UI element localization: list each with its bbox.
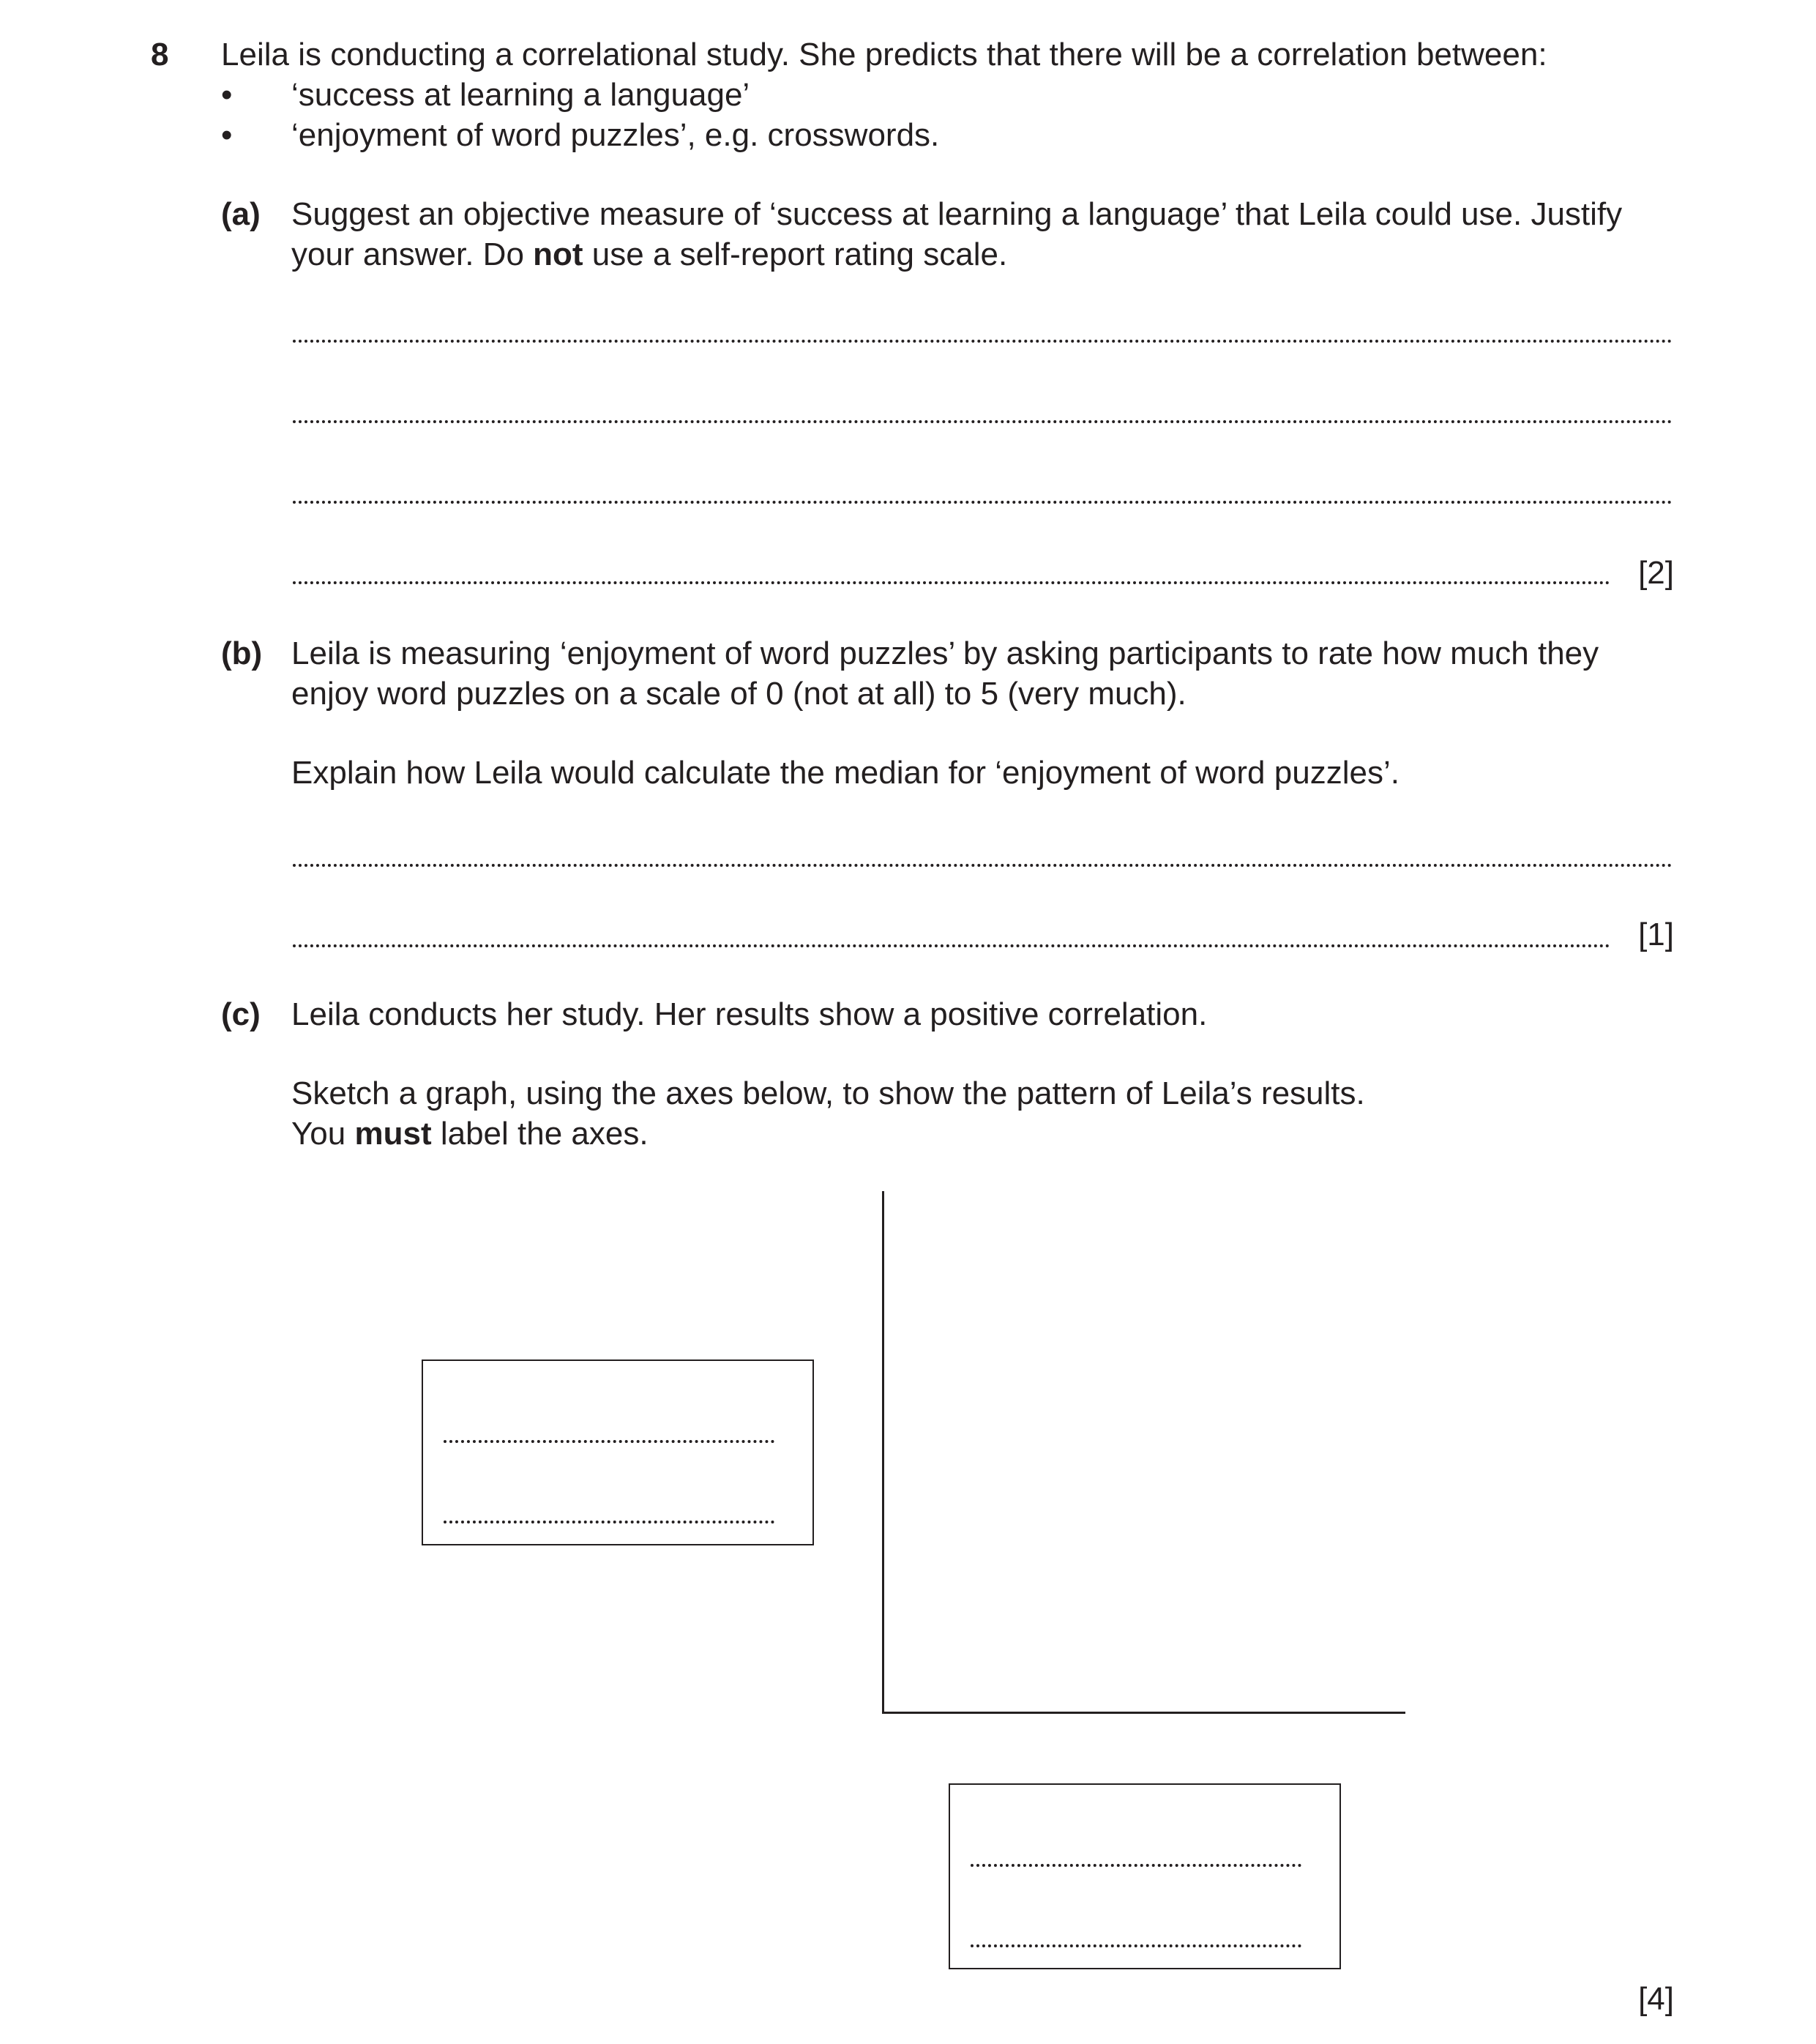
bullet-marker: • <box>221 117 233 153</box>
question-number: 8 <box>151 37 169 72</box>
answer-line[interactable] <box>293 944 1610 947</box>
answer-line[interactable] <box>293 420 1673 423</box>
answer-line[interactable] <box>293 340 1673 343</box>
x-axis <box>882 1712 1405 1714</box>
part-a-label: (a) <box>221 196 261 232</box>
x-axis-label-box[interactable] <box>949 1783 1341 1969</box>
part-a-text-line2: your answer. Do not use a self-report rating scale. <box>291 236 1008 272</box>
bullet-item: ‘enjoyment of word puzzles’, e.g. crosswords. <box>291 117 940 153</box>
part-a-marks: [2] <box>1638 555 1674 591</box>
label-answer-line[interactable] <box>971 1864 1301 1867</box>
y-axis <box>882 1191 884 1714</box>
part-b-label: (b) <box>221 635 263 671</box>
part-b-text-line1: Leila is measuring ‘enjoyment of word puzzles’ by asking participants to rate how much they <box>291 635 1599 671</box>
part-c-label: (c) <box>221 996 261 1032</box>
part-b-text-line2: enjoy word puzzles on a scale of 0 (not at all) to 5 (very much). <box>291 676 1187 712</box>
part-c-text-line2: Sketch a graph, using the axes below, to show the pattern of Leila’s results. <box>291 1075 1365 1111</box>
part-c-text-line3: You must label the axes. <box>291 1116 649 1152</box>
part-b-question: Explain how Leila would calculate the median for ‘enjoyment of word puzzles’. <box>291 755 1400 791</box>
label-answer-line[interactable] <box>444 1440 774 1443</box>
part-c-text-line1: Leila conducts her study. Her results show a positive correlation. <box>291 996 1208 1032</box>
label-answer-line[interactable] <box>971 1944 1301 1947</box>
bullet-marker: • <box>221 77 233 113</box>
bullet-item: ‘success at learning a language’ <box>291 77 750 113</box>
y-axis-label-box[interactable] <box>422 1359 814 1545</box>
answer-line[interactable] <box>293 501 1673 504</box>
part-c-marks: [4] <box>1638 1981 1674 2017</box>
part-b-marks: [1] <box>1638 917 1674 952</box>
question-intro: Leila is conducting a correlational study. She predicts that there will be a correlation between: <box>221 37 1547 72</box>
answer-line[interactable] <box>293 581 1610 584</box>
answer-line[interactable] <box>293 864 1673 867</box>
label-answer-line[interactable] <box>444 1521 774 1523</box>
part-a-text-line1: Suggest an objective measure of ‘success at learning a language’ that Leila could use. Justify <box>291 196 1623 232</box>
